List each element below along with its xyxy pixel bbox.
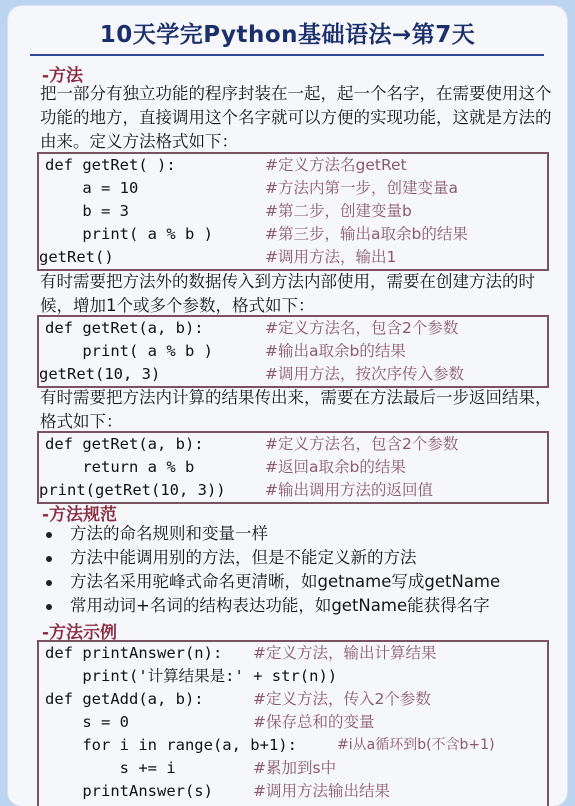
code-text: print( a % b ): [45, 225, 213, 243]
intro-paragraph: 把一部分有独立功能的程序封装在一起，起一个名字，在需要使用这个功能的地方，直接调用这个名字就可以方便的实现功能，这就是方法的由来。定义方法格式如下：: [40, 84, 552, 151]
code-comment: #输出调用方法的返回值: [265, 481, 433, 499]
code-text: def getAdd(a, b):: [45, 690, 204, 708]
code-text: return a % b: [45, 458, 195, 476]
list-item: 方法中能调用别的方法，但是不能定义新的方法: [40, 546, 560, 570]
code-text: print(getRet(10, 3)): [39, 481, 226, 499]
code-line: [39, 711, 547, 734]
code-line: [39, 780, 547, 803]
code-comment: #方法内第一步，创建变量a: [265, 179, 458, 197]
code-comment: #i从a循环到b(不含b+1): [337, 737, 495, 753]
code-comment: #定义方法名，包含2个参数: [265, 435, 459, 453]
code-line: [39, 154, 547, 177]
section-heading-example: -方法示例: [42, 623, 118, 643]
code-line: [39, 757, 547, 780]
code-text: a = 10: [45, 179, 139, 197]
code-comment: #累加到s中: [253, 759, 337, 777]
code-comment: #定义方法，输出计算结果: [253, 644, 437, 662]
code-line: [39, 456, 547, 479]
code-line: [39, 433, 547, 456]
code-line: [39, 223, 547, 246]
code-line: [39, 317, 547, 340]
code-text: def getRet(a, b):: [45, 435, 204, 453]
code-line: [39, 246, 547, 269]
code-line: [39, 665, 547, 688]
params-paragraph: 有时需要把方法外的数据传入到方法内部使用，需要在创建方法的时候，增加1个或多个参数，格式如下：: [40, 272, 535, 315]
code-line: [39, 734, 547, 757]
code-text: s = 0: [45, 713, 129, 731]
list-item: 方法名采用驼峰式命名更清晰，如getname写成getName: [40, 570, 560, 594]
list-item: 方法的命名规则和变量一样: [40, 522, 560, 546]
code-text: def printAnswer(n):: [45, 644, 223, 662]
code-text: getRet(): [39, 248, 114, 266]
code-block-define: [37, 152, 549, 271]
lesson-card: [8, 6, 567, 806]
code-comment: #输出a取余b的结果: [265, 342, 406, 360]
code-line: [39, 177, 547, 200]
code-comment: #第三步，输出a取余b的结果: [265, 225, 468, 243]
page-title: 10天学完Python基础语法→第7天: [99, 22, 476, 48]
code-block-return: [37, 431, 549, 504]
conventions-list: [40, 522, 560, 618]
code-text: print('计算结果是:' + str(n)): [45, 667, 338, 685]
return-paragraph: 有时需要把方法内计算的结果传出来，需要在方法最后一步返回结果，格式如下：: [40, 388, 552, 431]
code-text: printAnswer(s): [45, 782, 213, 800]
code-comment: #第二步，创建变量b: [265, 202, 412, 220]
code-line: [39, 479, 547, 502]
code-line: [39, 340, 547, 363]
code-comment: #定义方法名，包含2个参数: [265, 319, 459, 337]
code-line: [39, 363, 547, 386]
title-divider: [30, 54, 544, 56]
code-text: def getRet(a, b):: [45, 319, 204, 337]
section-heading-method: -方法: [42, 66, 84, 86]
code-line: [39, 200, 547, 223]
code-comment: #调用方法，按次序传入参数: [265, 365, 464, 383]
code-line: [39, 688, 547, 711]
code-text: b = 3: [45, 202, 129, 220]
code-text: s += i: [45, 759, 176, 777]
section-heading-conventions: -方法规范: [42, 505, 118, 525]
code-comment: #返回a取余b的结果: [265, 458, 406, 476]
code-comment: #定义方法，传入2个参数: [253, 690, 431, 708]
code-comment: #定义方法名getRet: [265, 156, 407, 174]
code-line: [39, 642, 547, 665]
code-comment: #调用方法输出结果: [253, 782, 390, 800]
code-text: getRet(10, 3): [39, 365, 161, 383]
code-text: print( a % b ): [45, 342, 213, 360]
code-text: for i in range(a, b+1):: [45, 736, 297, 754]
code-comment: #保存总和的变量: [253, 713, 375, 731]
code-block-params: [37, 315, 549, 388]
code-block-example: [37, 640, 549, 806]
code-comment: #调用方法，输出1: [265, 248, 397, 266]
code-text: def getRet( ):: [45, 156, 176, 174]
list-item: 常用动词+名词的结构表达功能，如getName能获得名字: [40, 594, 560, 618]
